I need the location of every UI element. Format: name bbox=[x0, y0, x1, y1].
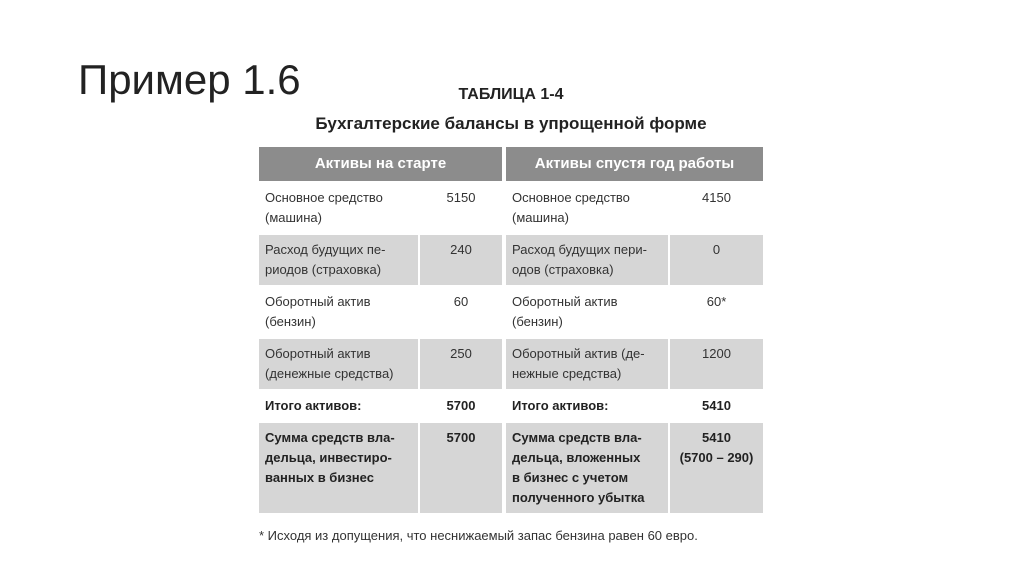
slide-title: Пример 1.6 bbox=[78, 56, 301, 103]
row-label: Основное средство (машина) bbox=[512, 190, 630, 225]
table-caption: Бухгалтерские балансы в упрощенной форме bbox=[315, 114, 707, 133]
row-label: Оборотный актив (бензин) bbox=[512, 294, 618, 329]
row-value: 4150 bbox=[702, 190, 731, 205]
row-value: 60 bbox=[453, 294, 469, 309]
footnote: * Исходя из допущения, что неснижаемый запас бензина равен 60 евро. bbox=[259, 528, 698, 543]
row-label: Сумма средств вла- дельца, вложенных в бизнес с учетом полученного убытка bbox=[506, 423, 668, 513]
row-label: Расход будущих пери- одов (страховка) bbox=[506, 235, 668, 285]
row-value: 1200 bbox=[670, 339, 763, 389]
table-number: ТАБЛИЦА 1-4 bbox=[458, 86, 564, 103]
row-label: Расход будущих пе- риодов (страховка) bbox=[259, 235, 418, 285]
row-value: 5700 bbox=[446, 398, 476, 413]
row-label: Оборотный актив (денежные средства) bbox=[259, 339, 418, 389]
row-label: Основное средство (машина) bbox=[265, 190, 383, 225]
row-label: Итого активов: bbox=[265, 398, 362, 413]
row-label: Сумма средств вла- дельца, инвестиро- ванных в бизнес bbox=[259, 423, 418, 513]
row-value: 5700 bbox=[420, 423, 502, 513]
table-block bbox=[259, 84, 763, 545]
row-value: 5150 bbox=[446, 190, 476, 205]
row-value: 5410 (5700 – 290) bbox=[670, 423, 763, 513]
row-value: 60* bbox=[706, 294, 727, 309]
header-start-assets: Активы на старте bbox=[259, 147, 502, 181]
header-year-assets: Активы спустя год работы bbox=[506, 147, 763, 181]
row-label: Оборотный актив (бензин) bbox=[265, 294, 371, 329]
balance-table bbox=[259, 147, 763, 513]
row-value: 0 bbox=[670, 235, 763, 285]
row-value: 240 bbox=[420, 235, 502, 285]
row-value: 5410 bbox=[702, 398, 731, 413]
row-label: Оборотный актив (де- нежные средства) bbox=[506, 339, 668, 389]
row-label: Итого активов: bbox=[512, 398, 609, 413]
row-value: 250 bbox=[420, 339, 502, 389]
